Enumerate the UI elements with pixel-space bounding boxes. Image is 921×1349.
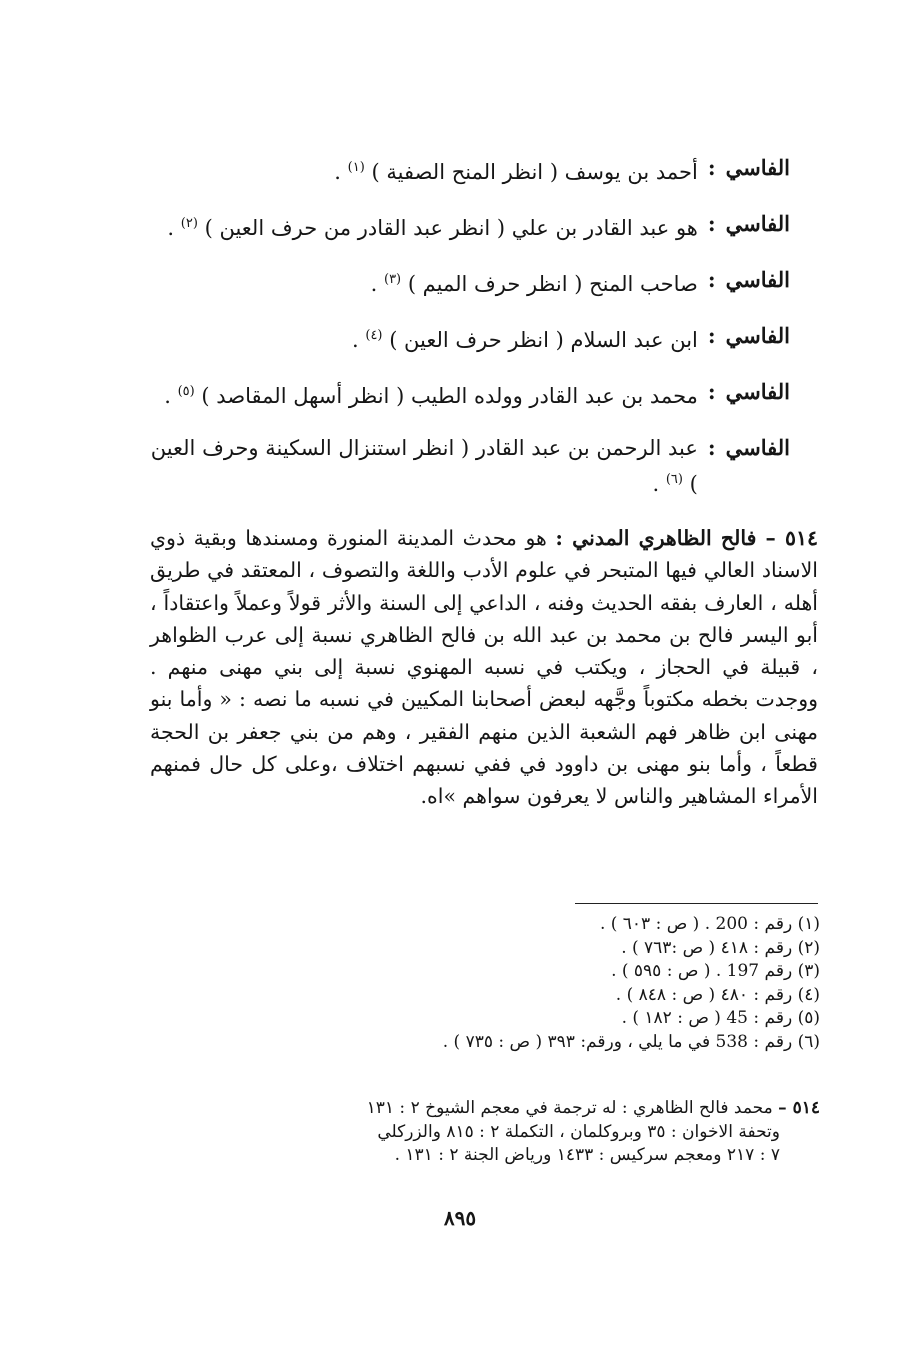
entry-text	[150, 208, 698, 244]
entry-text	[150, 376, 698, 412]
entry-name: الفاسي	[725, 435, 790, 460]
entry-4	[150, 320, 790, 356]
entry-colon: :	[707, 379, 716, 404]
bibliography-line-3: ٧ : ٢١٧ ومعجم سركيس : ١٤٣٣ ورياض الجنة ٢ : ١٣١ .	[394, 1145, 780, 1166]
footnote-ref: (٥)	[177, 384, 195, 399]
footnote-2: (٢) رقم : ٤١٨ ( ص :٧٦٣ ) .	[621, 937, 820, 958]
entry-text	[150, 152, 698, 188]
biography-paragraph	[150, 522, 818, 813]
entry-name: الفاسي	[725, 211, 790, 236]
footnote-ref: (٤)	[365, 328, 383, 343]
entry-text	[150, 264, 698, 300]
footnote-3: (٣) رقم 197 . ( ص : ٥٩٥ ) .	[611, 961, 820, 982]
entry-colon: :	[707, 267, 716, 292]
entry-text-body: هو عبد القادر بن علي ( انظر عبد القادر من حرف العين )	[204, 216, 698, 240]
nisba-entries	[150, 152, 790, 500]
footnote-4: (٤) رقم : ٤٨٠ ( ص : ٨٤٨ ) .	[615, 984, 820, 1005]
footnote-ref: (١)	[347, 160, 365, 175]
entry-period: .	[164, 384, 171, 408]
bibliography-number: ٥١٤ –	[778, 1098, 820, 1118]
footnote-ref: (٣)	[383, 272, 402, 287]
footnote-divider	[575, 903, 818, 904]
entry-name: الفاسي	[725, 379, 790, 404]
entry-3	[150, 264, 790, 300]
entry-name: الفاسي	[725, 323, 790, 348]
entry-text-body: أحمد بن يوسف ( انظر المنح الصفية )	[371, 160, 698, 184]
entry-period: .	[351, 328, 359, 352]
entry-1	[150, 152, 790, 188]
footnotes	[300, 913, 820, 1055]
entry-period: .	[167, 216, 175, 240]
entry-text-body: عبد الرحمن بن عبد القادر ( انظر استنزال السكينة وحرف العين )	[150, 436, 698, 496]
entry-period: .	[652, 472, 660, 496]
footnote-5: (٥) رقم : 45 ( ص : ١٨٢ ) .	[621, 1008, 820, 1029]
entry-text-body: ابن عبد السلام ( انظر حرف العين )	[389, 328, 698, 352]
entry-colon: :	[707, 435, 716, 460]
footnote-1: (١) رقم : 200 . ( ص : ٦٠٣ ) .	[599, 914, 820, 934]
entry-text-body: صاحب المنح ( انظر حرف الميم )	[407, 272, 698, 296]
entry-period: .	[334, 160, 341, 184]
entry-text	[150, 320, 698, 356]
entry-6	[150, 432, 790, 500]
page-number: ٨٩٥	[443, 1206, 477, 1230]
biography-text: هو محدث المدينة المنورة ومسندها وبقية ذوي الاسناد العالي فيها المتبحر في علوم الأدب واللغة والتصوف ، المعتقد في طريق أهله ، العارف بفقه الحديث وفنه ، الداعي إلى السنة والأثر قولاً وعملاً واعتقاداً ، أبو اليسر فالح بن محمد بن عبد الله بن فالح الظاهري نسبة إلى عرب الظواهر ، قبيلة في الحجاز ، ويكتب في نسبه المهنوي نسبة إلى بني مهنى منهم . ووجدت بخطه مكتوباً وجَّهه لبعض أصحابنا المكيين في نسبه ما نصه : « وأما بنو مهنى ابن ظاهر فهم الشعبة الذين منهم الفقير ، وهم من بني جعفر بن الحجة قطعاً ، وأما بنو مهنى بن داوود في ففي نسبهم اختلاف ،وعلى كل حال فمنهم الأمراء المشاهير والناس لا يعرفون سواهم »اه.	[150, 526, 818, 809]
footnote-6: (٦) رقم : 538 في ما يلي ، ورقم: ٣٩٣ ( ص : ٧٣٥ ) .	[442, 1031, 820, 1052]
entry-name: الفاسي	[725, 155, 790, 180]
entry-2	[150, 208, 790, 244]
entry-period: .	[370, 272, 378, 296]
entry-colon: :	[707, 323, 716, 348]
entry-text-body: محمد بن عبد القادر وولده الطيب ( انظر أسهل المقاصد )	[201, 384, 698, 408]
entry-5	[150, 376, 790, 412]
entry-colon: :	[707, 155, 716, 180]
bibliography-note	[158, 1097, 820, 1168]
bibliography-line-1	[158, 1097, 820, 1121]
bibliography-text-1: محمد فالح الظاهري : له ترجمة في معجم الشيوخ ٢ : ١٣١	[366, 1098, 773, 1118]
footnote-ref: (٦)	[665, 472, 683, 487]
bibliography-line-2: وتحفة الاخوان : ٣٥ وبروكلمان ، التكملة ٢ : ٨١٥ والزركلي	[377, 1121, 780, 1142]
footnote-ref: (٢)	[180, 216, 198, 231]
entry-name: الفاسي	[725, 267, 790, 292]
biography-heading: ٥١٤ – فالح الظاهري المدني :	[555, 526, 818, 550]
entry-text	[150, 432, 698, 500]
entry-colon: :	[707, 211, 716, 236]
